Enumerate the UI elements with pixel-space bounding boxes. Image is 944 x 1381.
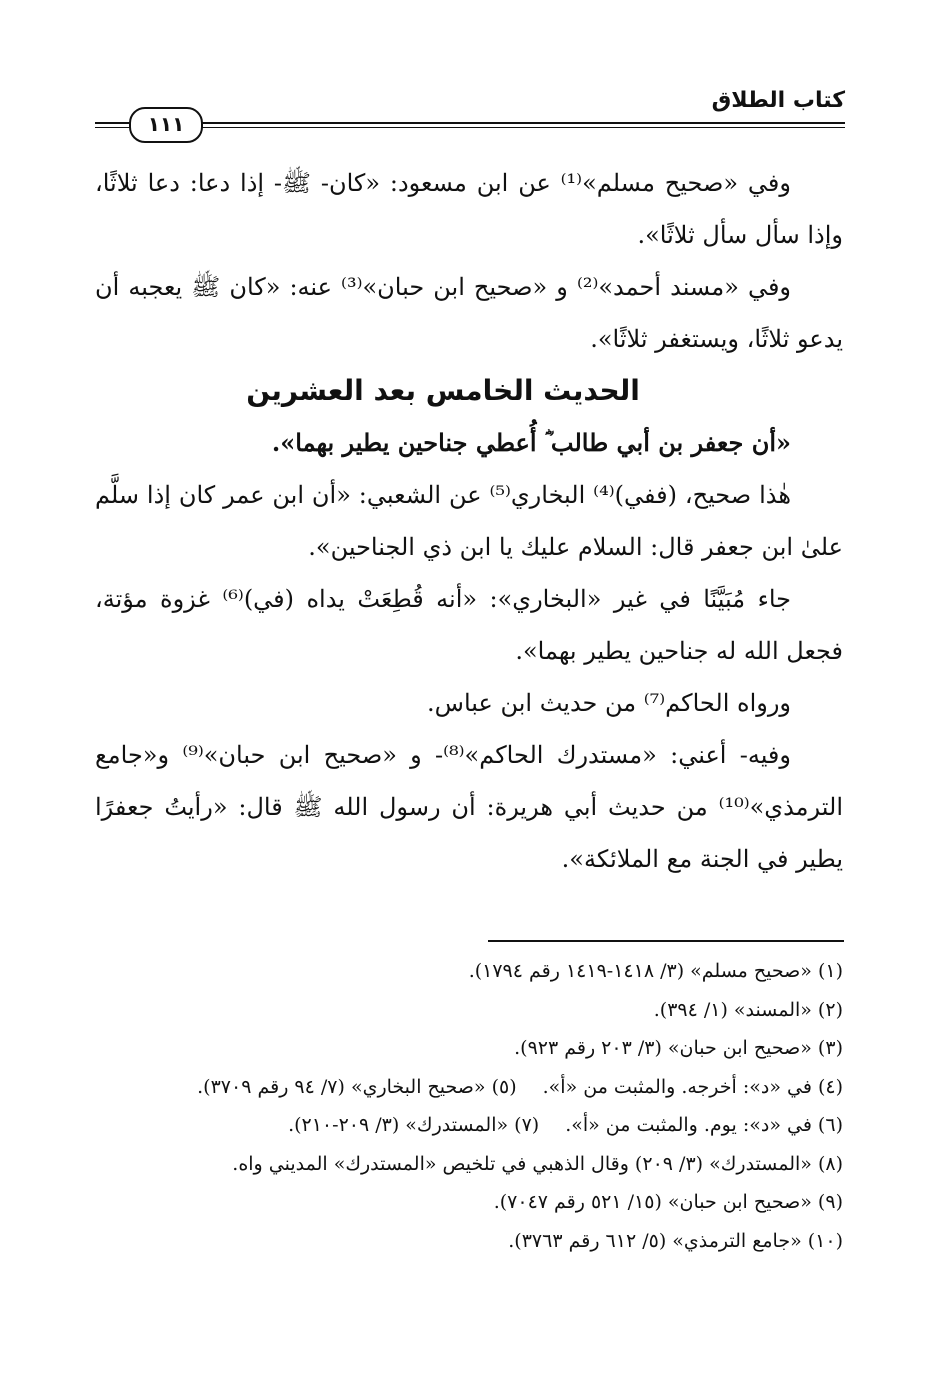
- footnote: (٧) «المستدرك» (٣/ ٢٠٩-٢١٠).: [288, 1114, 540, 1136]
- chapter-title: كتاب الطلاق: [711, 88, 845, 113]
- footnote: (٨) «المستدرك» (٣/ ٢٠٩) وقال الذهبي في تلخيص «المستدرك» المديني واه.: [232, 1152, 843, 1175]
- footnote-row: [95, 1106, 843, 1145]
- footnote-separator: [488, 940, 844, 942]
- footnote: (٤) في «د»: أخرجه. والمثبت من «أ».: [542, 1075, 843, 1098]
- section-heading: الحديث الخامس بعد العشرين: [246, 374, 640, 407]
- footnote: (١) «صحيح مسلم» (٣/ ١٤١٨-١٤١٩ رقم ١٧٩٤).: [468, 960, 843, 982]
- hadith-text: «أن جعفر بن أبي طالب ؓ أُعطي جناحين يطير بهما».: [271, 428, 791, 457]
- footnotes: [95, 952, 843, 1260]
- header-rule: [95, 122, 845, 124]
- paragraph: وفي «صحيح مسلم»⁽¹⁾ عن ابن مسعود: «كان- ﷺ- إذا دعا: دعا ثلاثًا، وإذا سأل سأل ثلاثًا».: [95, 169, 843, 249]
- footnote: (٩) «صحيح ابن حبان» (١٥/ ٥٢١ رقم ٧٠٤٧).: [493, 1191, 843, 1213]
- paragraph: وفيه- أعني: «مستدرك الحاكم»⁽⁸⁾- و «صحيح ابن حبان»⁽⁹⁾ و«جامع الترمذي»⁽¹⁰⁾ من حديث أبي هريرة: أن رسول الله ﷺ قال: «رأيتُ جعفرًا يطير في الجنة مع الملائكة».: [95, 741, 843, 873]
- paragraph: وفي «مسند أحمد»⁽²⁾ و «صحيح ابن حبان»⁽³⁾ عنه: «كان ﷺ يعجبه أن يدعو ثلاثًا، ويستغفر ثلاثًا».: [95, 273, 843, 353]
- footnote: (١٠) «جامع الترمذي» (٥/ ٦١٢ رقم ٣٧٦٣).: [508, 1229, 843, 1252]
- page-header: [95, 88, 845, 136]
- paragraph: هٰذا صحيح، (ففي)⁽⁴⁾ البخاري⁽⁵⁾ عن الشعبي: «أن ابن عمر كان إذا سلَّم علىٰ ابن جعفر قال: السلام عليك يا ابن ذي الجناحين».: [95, 481, 843, 561]
- paragraph: ورواه الحاكم⁽⁷⁾ من حديث ابن عباس.: [427, 689, 791, 717]
- footnote: (٣) «صحيح ابن حبان» (٣/ ٢٠٣ رقم ٩٢٣).: [514, 1037, 843, 1059]
- paragraph: جاء مُبَيَّنًا في غير «البخاري»: «أنه قُطِعَتْ يداه (في)⁽⁶⁾ غزوة مؤتة، فجعل الله له جناحين يطير بهما».: [95, 585, 843, 665]
- main-text: [95, 157, 843, 885]
- footnote: (٦) في «د»: يوم. والمثبت من «أ».: [565, 1114, 843, 1136]
- header-rule-thin: [95, 127, 845, 128]
- footnote: (٥) «صحيح البخاري» (٧/ ٩٤ رقم ٣٧٠٩).: [197, 1075, 517, 1098]
- footnote: (٢) «المسند» (١/ ٣٩٤).: [653, 998, 843, 1021]
- footnote-row: [95, 1068, 843, 1107]
- page-number: ١١١: [129, 107, 203, 143]
